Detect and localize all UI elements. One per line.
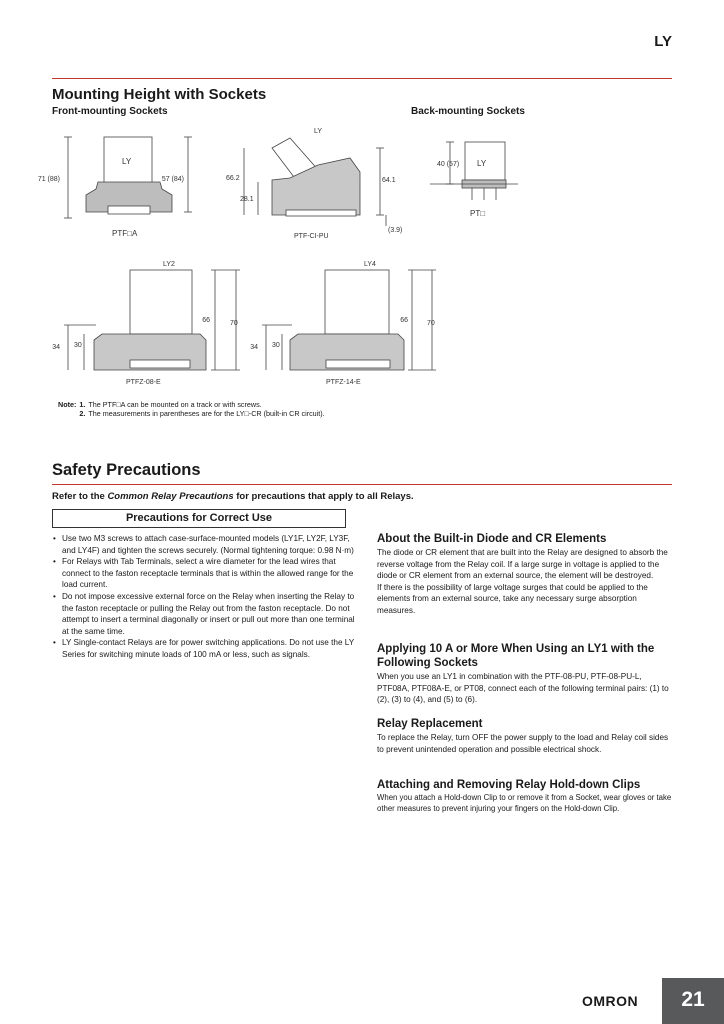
front-mounting-label: Front-mounting Sockets <box>52 106 168 117</box>
omron-logo: OMRON <box>582 993 639 1009</box>
ptfz08-caption: PTFZ-08-E <box>126 379 161 386</box>
intro-emphasis: Common Relay Precautions <box>107 491 234 502</box>
section-body: When you attach a Hold-down Clip to or remove it from a Socket, wear gloves or take other measures to prevent injuring your fingers on the Hold-down Clip. <box>377 793 672 813</box>
ptfz08-dim-c: 34 <box>52 344 60 351</box>
page-number: 21 <box>662 978 724 1024</box>
section-hold-down-clips <box>377 778 673 815</box>
list-item: • LY Single-contact Relays are for power switching applications. Do not use the LY Series for switching minute loads of 100 mA or less, such as signals. <box>62 637 358 660</box>
ptfz14-relay-label: LY4 <box>364 261 376 268</box>
ptfcipu-dim-a: 66.2 <box>226 175 240 182</box>
ptfcipu-dim-b: 28.1 <box>240 196 254 203</box>
ptfz14-dim-c: 34 <box>250 344 258 351</box>
safety-title: Safety Precautions <box>52 461 201 479</box>
precautions-list <box>52 533 358 661</box>
section-heading: Applying 10 A or More When Using an LY1 with the Following Sockets <box>377 643 655 669</box>
intro-post: for precautions that apply to all Relays. <box>233 491 414 502</box>
ptfz08-dim-d: 30 <box>74 342 82 349</box>
section-diode-cr <box>377 532 673 616</box>
ptfcipu-dim-d: (3.9) <box>388 227 403 234</box>
ptfcipu-caption: PTF-CI-PU <box>294 233 329 240</box>
note-text: The PTF□A can be mounted on a track or with screws. <box>88 400 262 409</box>
note-text: The measurements in parentheses are for the LY□-CR (built-in CR circuit). <box>88 409 325 418</box>
note-num: 1. <box>79 400 86 409</box>
section-heading: About the Built-in Diode and CR Elements <box>377 533 607 545</box>
section-heading: Attaching and Removing Relay Hold-down Clips <box>377 779 641 791</box>
section-body: The diode or CR element that are built into the Relay are designed to absorb the reverse voltage from the Relay coil. If a large surge in voltage is applied to the diode or CR element from an external source, the element will be destroyed. If there is the possibility of large voltage surges that could be applied to the elements from an external source, take any necessary surge absorption measures. <box>377 548 668 615</box>
mounting-diagrams <box>0 0 724 400</box>
ptfz08-dim-b: 70 <box>230 320 238 327</box>
note-num: 2. <box>79 409 86 418</box>
ptfcipu-relay-label: LY <box>314 128 323 135</box>
precautions-box-title: Precautions for Correct Use <box>52 509 346 528</box>
ptfa-relay-label: LY <box>122 157 132 166</box>
section-ly1-sockets <box>377 642 673 706</box>
section-body: When you use an LY1 in combination with the PTF-08-PU, PTF-08-PU-L, PTF08A, PTF08A-E, or PT08, connect each of the following terminal pairs: (1) to (2), (3) to (4), and (5) to (6). <box>377 672 669 704</box>
ptfz14-dim-a: 66 <box>400 317 408 324</box>
section-body: To replace the Relay, turn OFF the power supply to the load and Relay coil sides to prevent unintended operation and possible electrical shock. <box>377 733 669 754</box>
section-relay-replacement <box>377 717 673 755</box>
intro-pre: Refer to the <box>52 491 108 502</box>
ptfz14-caption: PTFZ-14-E <box>326 379 361 386</box>
ptfz14-dim-b: 70 <box>427 320 435 327</box>
safety-intro <box>52 491 414 502</box>
pt-caption: PT□ <box>470 209 486 218</box>
ptfz14-dim-d: 30 <box>272 342 280 349</box>
note-label: Note: <box>58 400 77 409</box>
mounting-title: Mounting Height with Sockets <box>52 86 267 103</box>
back-mounting-label: Back-mounting Sockets <box>411 106 525 117</box>
page-header-code: LY <box>654 33 672 50</box>
list-item: • For Relays with Tab Terminals, select a wire diameter for the lead wires that connect to the faston receptacle terminals that is within the allowed range for the load current. <box>62 556 358 591</box>
list-item: • Do not impose excessive external force on the Relay when inserting the Relay to the faston receptacle or pulling the Relay out from the faston receptacle. Do not attempt to insert a terminal diagonally or insert or pull out more than one terminal at the same time. <box>62 591 358 637</box>
mounting-notes <box>58 400 328 418</box>
ptfa-dim-right: 57 (84) <box>161 176 184 183</box>
section-heading: Relay Replacement <box>377 718 483 730</box>
pt-dim: 40 (57) <box>437 161 460 168</box>
pt-relay-label: LY <box>477 159 487 168</box>
ptfa-dim-left: 71 (88) <box>37 176 60 183</box>
ptfa-caption: PTF□A <box>112 229 138 238</box>
safety-rule <box>52 484 672 485</box>
ptfz08-relay-label: LY2 <box>163 261 175 268</box>
ptfcipu-dim-c: 64.1 <box>382 177 396 184</box>
list-item: • Use two M3 screws to attach case-surface-mounted models (LY1F, LY2F, LY3F, and LY4F) and tighten the screws securely. (Normal tightening torque: 0.98 N·m) <box>62 533 358 556</box>
ptfz08-dim-a: 66 <box>202 317 210 324</box>
